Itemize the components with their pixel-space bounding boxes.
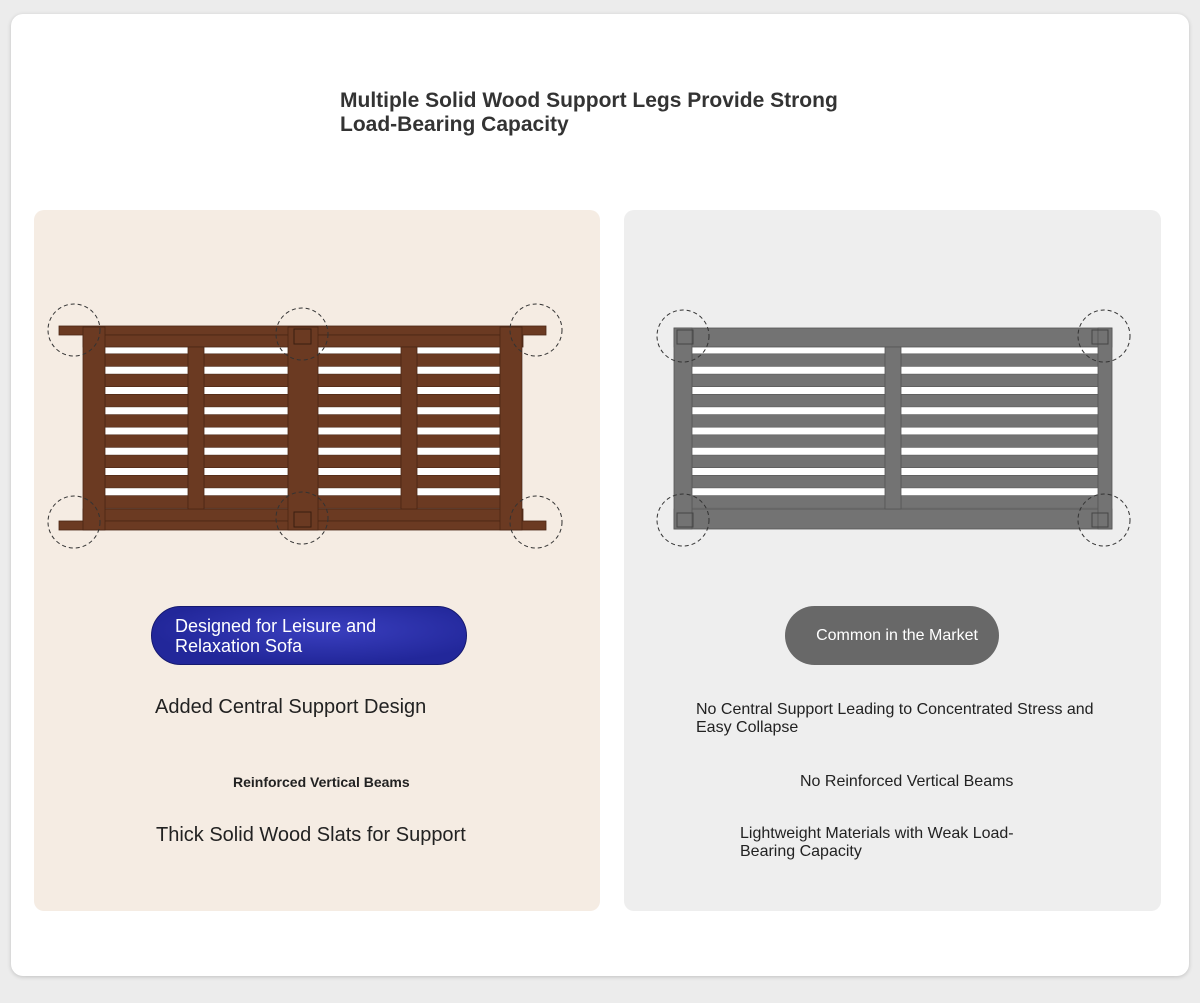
market-badge bbox=[785, 606, 999, 665]
feature-vertical-beams: Reinforced Vertical Beams bbox=[233, 774, 410, 790]
market-frame-panel bbox=[624, 210, 1161, 911]
market-badge-label: Common in the Market bbox=[816, 626, 978, 644]
feature-thick-slats: Thick Solid Wood Slats for Support bbox=[156, 824, 466, 846]
drawback-no-central-support: No Central Support Leading to Concentrated Stress and Easy Collapse bbox=[696, 701, 1094, 736]
leisure-sofa-badge-label: Designed for Leisure and Relaxation Sofa bbox=[175, 615, 377, 656]
leisure-sofa-badge bbox=[151, 606, 467, 665]
feature-central-support: Added Central Support Design bbox=[155, 696, 427, 718]
reinforced-frame-panel bbox=[34, 210, 600, 911]
drawback-lightweight-materials: Lightweight Materials with Weak Load-Bearing Capacity bbox=[740, 825, 1014, 860]
drawback-no-vertical-beams: No Reinforced Vertical Beams bbox=[800, 773, 1014, 790]
page-title: Multiple Solid Wood Support Legs Provide Strong Load-Bearing Capacity bbox=[340, 89, 838, 136]
